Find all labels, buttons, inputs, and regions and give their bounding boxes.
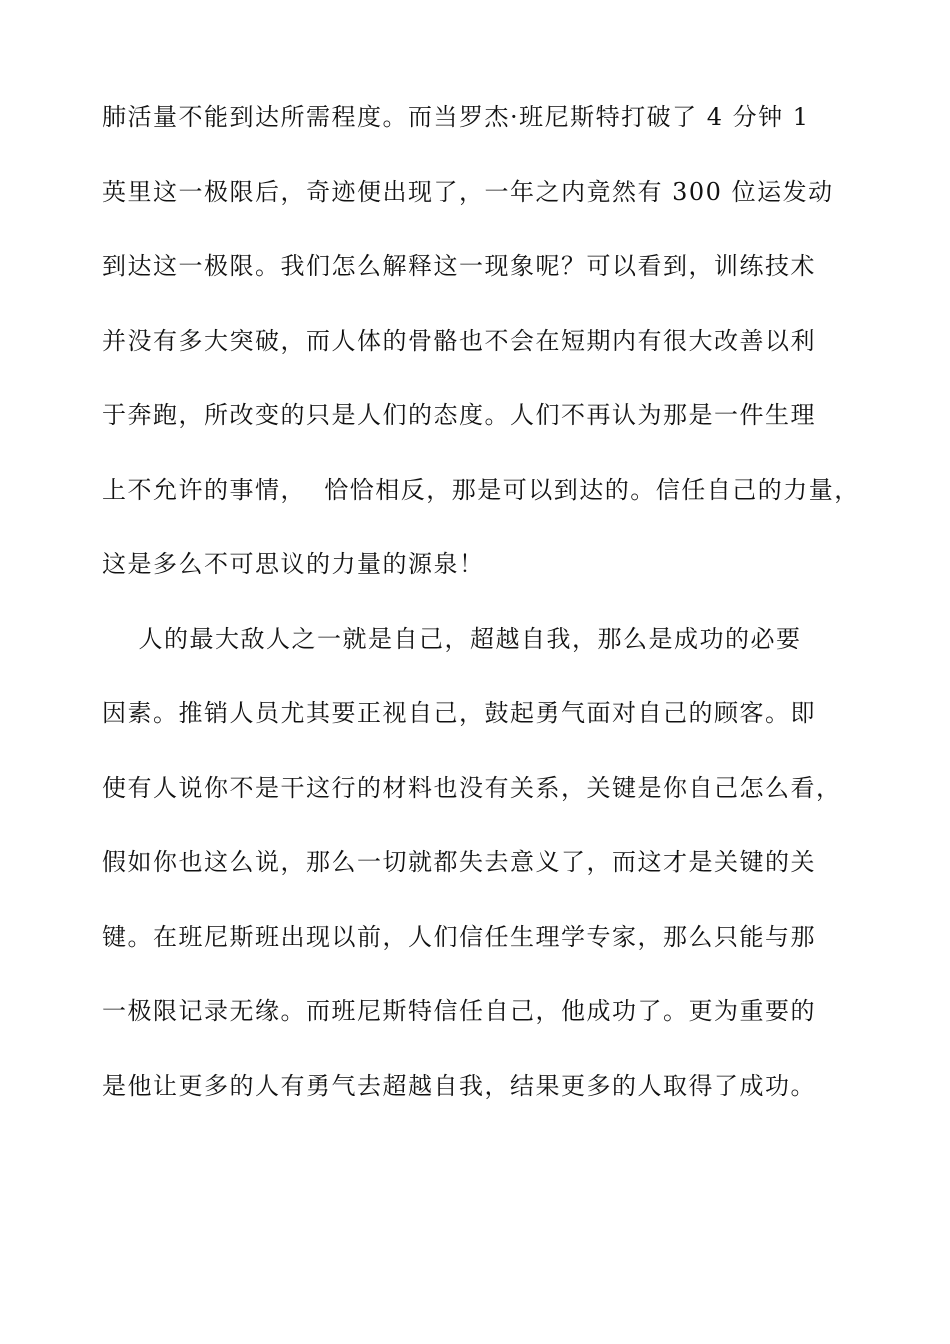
text-line: 上不允许的事情， 恰恰相反，那是可以到达的。信任自己的力量， bbox=[102, 475, 860, 504]
text-line: 于奔跑，所改变的只是人们的态度。人们不再认为那是一件生理 bbox=[102, 401, 816, 429]
text-line: 到达这一极限。我们怎么解释这一现象呢？可以看到，训练技术 bbox=[102, 252, 816, 280]
text-line: 因素。推销人员尤其要正视自己，鼓起勇气面对自己的顾客。即 bbox=[102, 699, 816, 727]
text-line: 这是多么不可思议的力量的源泉！ bbox=[102, 550, 485, 578]
text-line: 使有人说你不是干这行的材料也没有关系，关键是你自己怎么看， bbox=[102, 773, 842, 802]
text-line: 假如你也这么说，那么一切就都失去意义了，而这才是关键的关 bbox=[102, 848, 816, 876]
text-line: 英里这一极限后，奇迹便出现了，一年之内竟然有 300 位运发动 bbox=[102, 177, 834, 206]
body-text bbox=[102, 80, 862, 1123]
text-line: 一极限记录无缘。而班尼斯特信任自己，他成功了。更为重要的 bbox=[102, 997, 816, 1025]
text-line: 肺活量不能到达所需程度。而当罗杰·班尼斯特打破了 4 分钟 1 bbox=[102, 103, 810, 131]
text-line: 人的最大敌人之一就是自己，超越自我，那么是成功的必要 bbox=[102, 624, 802, 653]
text-line: 键。在班尼斯班出现以前，人们信任生理学专家，那么只能与那 bbox=[102, 922, 816, 951]
text-line: 并没有多大突破，而人体的骨骼也不会在短期内有很大改善以利 bbox=[102, 326, 816, 355]
text-line: 是他让更多的人有勇气去超越自我，结果更多的人取得了成功。 bbox=[102, 1071, 816, 1100]
